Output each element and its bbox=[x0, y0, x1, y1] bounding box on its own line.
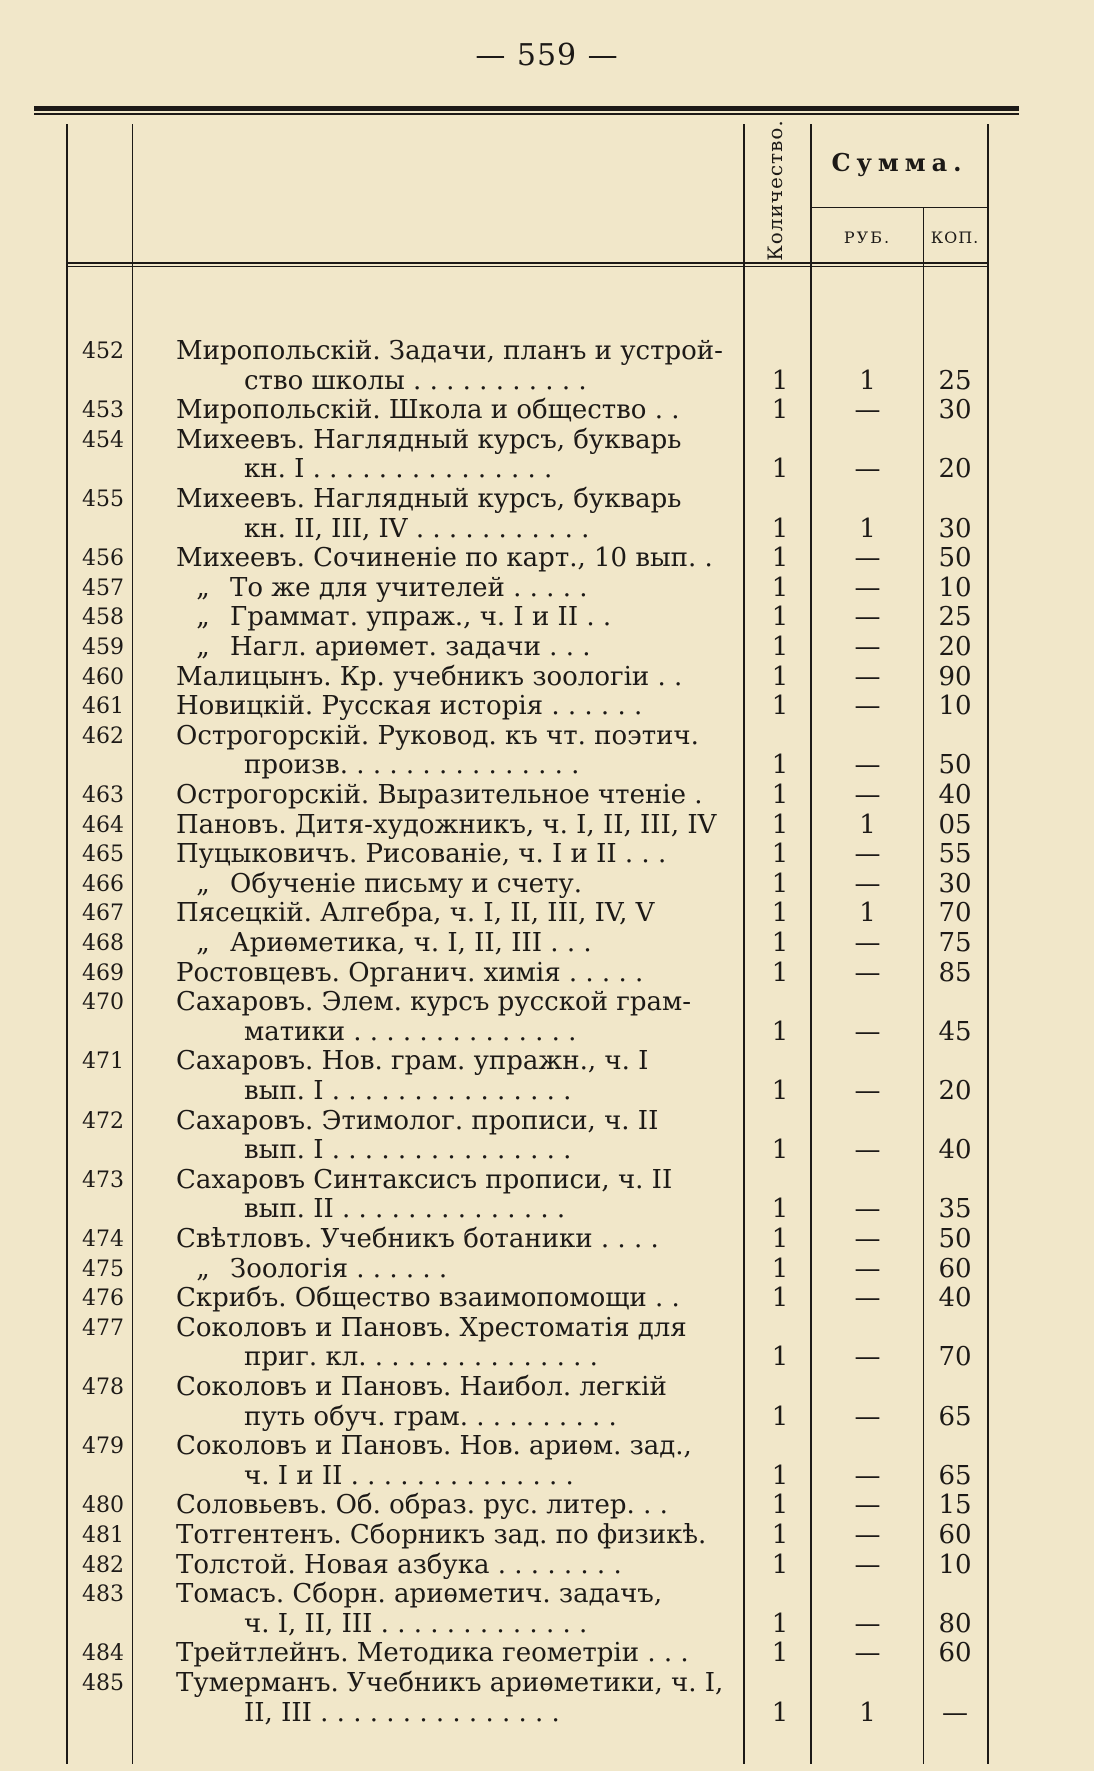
kop-cell: 20 bbox=[938, 632, 972, 662]
book-title: Толстой. Новая азбука . . . . . . . . bbox=[176, 1550, 622, 1580]
book-title: Ростовцевъ. Органич. химія . . . . . bbox=[176, 958, 644, 988]
book-title: Сахаровъ. Элем. курсъ русской грам- bbox=[176, 988, 692, 1018]
row-number: 454 bbox=[82, 427, 124, 453]
row-number: 452 bbox=[82, 339, 124, 364]
kop-cell: 30 bbox=[938, 513, 972, 544]
book-title-continuation: II, III . . . . . . . . . . . . . . . bbox=[244, 1698, 560, 1728]
book-title: Острогорскій. Руковод. къ чт. поэтич. bbox=[176, 721, 699, 751]
rub-cell: — bbox=[854, 632, 881, 662]
kop-cell: 55 bbox=[938, 839, 972, 870]
kop-cell: 40 bbox=[938, 1283, 972, 1314]
rub-cell: — bbox=[854, 928, 881, 958]
kop-cell: 20 bbox=[938, 1076, 972, 1106]
book-title: Пясецкій. Алгебра, ч. I, II, III, IV, V bbox=[176, 899, 655, 929]
book-title: Соколовъ и Пановъ. Хрестоматія для bbox=[176, 1313, 687, 1343]
row-number: 478 bbox=[82, 1375, 124, 1400]
kop-cell: 65 bbox=[938, 1401, 972, 1432]
book-title: Пановъ. Дитя-художникъ, ч. I, II, III, IV bbox=[176, 810, 717, 840]
book-title: Томасъ. Сборн. ариѳметич. задачъ, bbox=[176, 1580, 663, 1610]
quantity-cell: 1 bbox=[771, 868, 789, 899]
rub-cell: — bbox=[854, 572, 881, 603]
book-title: Соколовъ и Пановъ. Нов. ариѳм. зад., bbox=[176, 1432, 692, 1462]
row-number: 476 bbox=[82, 1286, 124, 1312]
rub-cell: 1 bbox=[859, 365, 876, 396]
book-title: Сахаровъ Синтаксисъ прописи, ч. II bbox=[176, 1165, 673, 1195]
kop-cell: 10 bbox=[938, 1549, 972, 1580]
kop-cell: 30 bbox=[938, 868, 972, 899]
quantity-column-header: Количество. bbox=[763, 119, 788, 261]
row-number: 463 bbox=[82, 783, 124, 808]
row-number: 459 bbox=[82, 635, 124, 660]
book-title: Трейтлейнъ. Методика геометріи . . . bbox=[176, 1639, 689, 1669]
quantity-cell: 1 bbox=[771, 1224, 789, 1254]
kop-cell: 25 bbox=[938, 365, 972, 396]
book-title: Михеевъ. Наглядный курсъ, букварь bbox=[176, 425, 682, 455]
kop-cell: 80 bbox=[938, 1608, 972, 1639]
quantity-cell: 1 bbox=[771, 928, 789, 958]
row-number: 461 bbox=[82, 694, 124, 720]
rub-cell: — bbox=[854, 780, 881, 810]
book-title: Скрибъ. Общество взаимопомощи . . bbox=[176, 1284, 680, 1314]
quantity-cell: 1 bbox=[771, 1194, 789, 1225]
quantity-cell: 1 bbox=[771, 1283, 789, 1314]
book-title: Сахаровъ. Нов. грам. упражн., ч. I bbox=[176, 1047, 649, 1077]
book-title-continuation: произв. . . . . . . . . . . . . . . bbox=[244, 751, 580, 781]
rub-cell: — bbox=[854, 868, 881, 899]
kop-cell: 50 bbox=[938, 750, 972, 781]
row-number: 474 bbox=[82, 1227, 124, 1252]
row-number: 456 bbox=[82, 546, 124, 572]
quantity-cell: 1 bbox=[771, 1549, 789, 1580]
row-number: 469 bbox=[82, 960, 124, 986]
kop-cell: — bbox=[942, 1697, 968, 1728]
ditto-mark: „ bbox=[196, 603, 210, 633]
kop-cell: 65 bbox=[938, 1460, 972, 1491]
rub-cell: — bbox=[854, 1283, 881, 1314]
row-number: 457 bbox=[82, 575, 124, 601]
book-title-continuation: ч. I, II, III . . . . . . . . . . . . . bbox=[244, 1609, 588, 1639]
kop-cell: 45 bbox=[938, 1016, 972, 1047]
book-title-continuation: вып. I . . . . . . . . . . . . . . . bbox=[244, 1077, 572, 1106]
rub-cell: — bbox=[854, 661, 881, 692]
book-title: Пуцыковичъ. Рисованіе, ч. I и II . . . bbox=[176, 840, 667, 870]
top-rule-thin bbox=[34, 113, 1019, 115]
quantity-cell: 1 bbox=[771, 602, 789, 633]
book-title-continuation: кн. II, III, IV . . . . . . . . . . . bbox=[244, 514, 590, 544]
rub-cell: — bbox=[854, 395, 881, 426]
book-title-text: То же для учителей . . . . . bbox=[230, 573, 588, 603]
row-number: 475 bbox=[82, 1256, 124, 1282]
quantity-cell: 1 bbox=[771, 780, 789, 810]
rub-cell: — bbox=[854, 602, 881, 633]
row-number: 485 bbox=[82, 1671, 124, 1696]
row-number: 479 bbox=[82, 1434, 124, 1460]
book-title-continuation: матики . . . . . . . . . . . . . . bbox=[244, 1017, 577, 1047]
quantity-cell: 1 bbox=[771, 839, 789, 870]
quantity-cell: 1 bbox=[771, 1076, 789, 1106]
rub-cell: — bbox=[854, 1224, 881, 1254]
rub-cell: — bbox=[854, 1253, 881, 1284]
kop-cell: 20 bbox=[938, 454, 972, 485]
book-title: Новицкій. Русская исторія . . . . . . bbox=[176, 692, 643, 722]
row-number: 455 bbox=[82, 487, 124, 512]
quantity-cell: 1 bbox=[771, 1460, 789, 1491]
ditto-mark: „ bbox=[196, 1254, 210, 1284]
kop-cell: 85 bbox=[938, 957, 972, 988]
row-number: 458 bbox=[82, 605, 124, 631]
quantity-cell: 1 bbox=[771, 1016, 789, 1047]
quantity-cell: 1 bbox=[771, 543, 789, 574]
kop-cell: 40 bbox=[938, 780, 972, 810]
quantity-cell: 1 bbox=[771, 572, 789, 603]
kop-cell: 35 bbox=[938, 1194, 972, 1225]
kop-cell: 60 bbox=[938, 1520, 972, 1550]
ditto-mark: „ bbox=[196, 633, 210, 662]
row-number: 465 bbox=[82, 842, 124, 868]
book-title-ditto bbox=[176, 870, 742, 899]
quantity-cell: 1 bbox=[771, 632, 789, 662]
rub-cell: — bbox=[854, 1520, 881, 1550]
row-number: 460 bbox=[82, 664, 124, 690]
ditto-mark: „ bbox=[196, 869, 210, 899]
kop-cell: 60 bbox=[938, 1253, 972, 1284]
book-title: Свѣтловъ. Учебникъ ботаники . . . . bbox=[176, 1225, 659, 1254]
rub-cell: — bbox=[854, 1490, 881, 1521]
rub-column-header: РУБ. bbox=[843, 228, 892, 247]
rub-cell: — bbox=[854, 1194, 881, 1225]
row-number: 484 bbox=[82, 1641, 124, 1667]
quantity-cell: 1 bbox=[771, 1401, 789, 1432]
book-title-continuation: вып. I . . . . . . . . . . . . . . . bbox=[244, 1136, 572, 1166]
row-number: 477 bbox=[82, 1315, 124, 1341]
kop-cell: 40 bbox=[938, 1135, 972, 1166]
rub-cell: — bbox=[854, 691, 881, 722]
col-rule-right bbox=[987, 124, 989, 1764]
book-title-continuation: ство школы . . . . . . . . . . . bbox=[244, 366, 587, 396]
row-number: 464 bbox=[82, 812, 124, 838]
kop-cell: 75 bbox=[938, 928, 972, 958]
book-title-continuation: вып. II . . . . . . . . . . . . . . bbox=[244, 1195, 566, 1225]
kop-cell: 10 bbox=[938, 572, 972, 603]
book-title-ditto bbox=[176, 1255, 742, 1284]
row-number: 471 bbox=[82, 1049, 124, 1075]
book-title-ditto bbox=[176, 633, 742, 662]
col-rule-num bbox=[132, 124, 133, 1764]
kop-cell: 15 bbox=[938, 1490, 972, 1521]
quantity-cell: 1 bbox=[771, 1608, 789, 1639]
rub-cell: — bbox=[854, 1401, 881, 1432]
sum-column-header: Сумма. bbox=[831, 148, 968, 177]
row-number: 482 bbox=[82, 1552, 124, 1578]
book-title: Соловьевъ. Об. образ. рус. литер. . . bbox=[176, 1491, 668, 1521]
sum-divider-rule bbox=[812, 207, 987, 208]
book-title: Миропольскій. Школа и общество . . bbox=[176, 396, 680, 426]
row-number: 470 bbox=[82, 990, 124, 1016]
quantity-cell: 1 bbox=[771, 1342, 789, 1373]
rub-cell: 1 bbox=[859, 898, 876, 929]
rub-cell: — bbox=[854, 1016, 881, 1047]
quantity-cell: 1 bbox=[771, 513, 789, 544]
rub-cell: — bbox=[854, 454, 881, 485]
quantity-cell: 1 bbox=[771, 898, 789, 929]
kop-cell: 10 bbox=[938, 691, 972, 722]
quantity-cell: 1 bbox=[771, 395, 789, 426]
quantity-cell: 1 bbox=[771, 365, 789, 396]
kop-cell: 50 bbox=[938, 1224, 972, 1254]
book-title-ditto bbox=[176, 603, 742, 632]
quantity-cell: 1 bbox=[771, 809, 789, 840]
rub-cell: — bbox=[854, 1549, 881, 1580]
rub-cell: — bbox=[854, 1460, 881, 1491]
rub-cell: — bbox=[854, 1076, 881, 1106]
kop-cell: 70 bbox=[938, 1342, 972, 1373]
quantity-cell: 1 bbox=[771, 691, 789, 722]
book-title: Малицынъ. Кр. учебникъ зоологіи . . bbox=[176, 662, 683, 692]
row-number: 453 bbox=[82, 398, 124, 424]
book-title-text: Обученіе письму и счету. bbox=[230, 869, 582, 899]
quantity-cell: 1 bbox=[771, 1638, 789, 1669]
row-number: 466 bbox=[82, 871, 124, 897]
book-title: Тотгентенъ. Сборникъ зад. по физикѣ. bbox=[176, 1521, 707, 1550]
kop-column-header: КОП. bbox=[930, 228, 980, 247]
row-number: 473 bbox=[82, 1167, 124, 1193]
rub-cell: — bbox=[854, 1342, 881, 1373]
quantity-cell: 1 bbox=[771, 1520, 789, 1550]
row-number: 481 bbox=[82, 1523, 124, 1548]
row-number: 468 bbox=[82, 931, 124, 956]
quantity-cell: 1 bbox=[771, 661, 789, 692]
book-title-ditto bbox=[176, 574, 742, 603]
book-title-text: Зоологія . . . . . . bbox=[230, 1254, 448, 1284]
book-title: Миропольскій. Задачи, планъ и устрой- bbox=[176, 337, 723, 366]
book-title-continuation: приг. кл. . . . . . . . . . . . . . . bbox=[244, 1343, 598, 1373]
header-bottom-rule-2 bbox=[68, 266, 987, 267]
row-number: 480 bbox=[82, 1493, 124, 1519]
book-title: Михеевъ. Наглядный курсъ, букварь bbox=[176, 485, 682, 514]
book-title: Михеевъ. Сочиненіе по карт., 10 вып. . bbox=[176, 544, 713, 574]
row-number: 467 bbox=[82, 901, 124, 927]
quantity-cell: 1 bbox=[771, 1253, 789, 1284]
kop-cell: 60 bbox=[938, 1638, 972, 1669]
kop-cell: 90 bbox=[938, 661, 972, 692]
quantity-cell: 1 bbox=[771, 1490, 789, 1521]
ditto-mark: „ bbox=[196, 929, 210, 958]
rub-cell: — bbox=[854, 1608, 881, 1639]
book-title-continuation: ч. I и II . . . . . . . . . . . . . . bbox=[244, 1461, 574, 1491]
rub-cell: 1 bbox=[859, 513, 876, 544]
kop-cell: 70 bbox=[938, 898, 972, 929]
book-title-text: Нагл. ариѳмет. задачи . . . bbox=[230, 633, 591, 662]
page-number: — 559 — bbox=[475, 38, 619, 73]
header-bottom-rule bbox=[68, 262, 987, 264]
top-rule bbox=[34, 106, 1019, 111]
book-title: Острогорскій. Выразительное чтеніе . bbox=[176, 781, 703, 810]
book-title-text: Граммат. упраж., ч. I и II . . bbox=[230, 603, 612, 633]
row-number: 472 bbox=[82, 1108, 124, 1134]
rub-cell: — bbox=[854, 957, 881, 988]
quantity-cell: 1 bbox=[771, 1135, 789, 1166]
kop-cell: 50 bbox=[938, 543, 972, 574]
book-title-continuation: кн. I . . . . . . . . . . . . . . . bbox=[244, 455, 553, 485]
row-number: 462 bbox=[82, 723, 124, 749]
kop-cell: 25 bbox=[938, 602, 972, 633]
quantity-cell: 1 bbox=[771, 957, 789, 988]
rub-cell: 1 bbox=[859, 809, 876, 840]
rub-cell: — bbox=[854, 839, 881, 870]
quantity-cell: 1 bbox=[771, 750, 789, 781]
book-title-text: Ариѳметика, ч. I, II, III . . . bbox=[230, 929, 592, 958]
ditto-mark: „ bbox=[196, 573, 210, 603]
row-number: 483 bbox=[82, 1582, 124, 1608]
quantity-cell: 1 bbox=[771, 1697, 789, 1728]
book-title: Сахаровъ. Этимолог. прописи, ч. II bbox=[176, 1106, 659, 1136]
kop-cell: 05 bbox=[938, 809, 972, 840]
rub-cell: — bbox=[854, 1135, 881, 1166]
kop-cell: 30 bbox=[938, 395, 972, 426]
book-title: Соколовъ и Пановъ. Наибол. легкій bbox=[176, 1373, 667, 1402]
rub-cell: — bbox=[854, 750, 881, 781]
book-title: Тумерманъ. Учебникъ ариѳметики, ч. I, bbox=[176, 1669, 724, 1698]
book-title-continuation: путь обуч. грам. . . . . . . . . . bbox=[244, 1402, 617, 1432]
quantity-cell: 1 bbox=[771, 454, 789, 485]
book-title-ditto bbox=[176, 929, 742, 958]
rub-cell: 1 bbox=[859, 1697, 876, 1728]
rub-cell: — bbox=[854, 543, 881, 574]
rub-cell: — bbox=[854, 1638, 881, 1669]
